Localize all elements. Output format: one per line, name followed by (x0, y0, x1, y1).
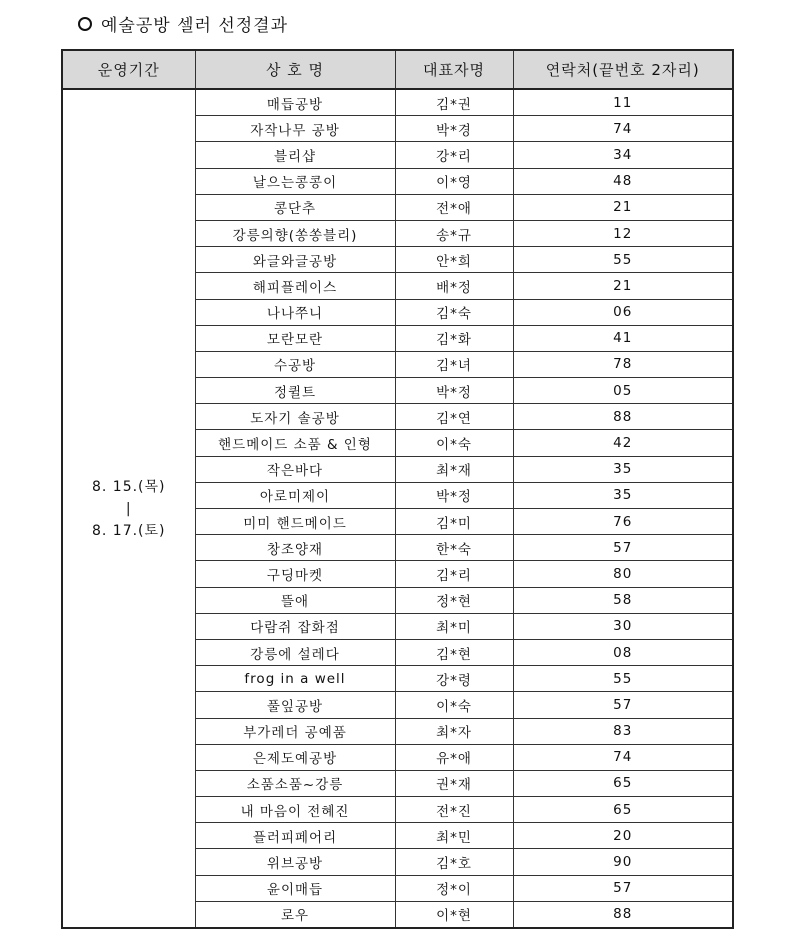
representative-cell: 이*숙 (395, 692, 513, 718)
shop-name-cell: 매듭공방 (195, 89, 395, 116)
table-row (62, 89, 733, 116)
contact-cell: 88 (513, 404, 733, 430)
header-contact: 연락처(끝번호 2자리) (513, 50, 733, 89)
representative-cell: 박*경 (395, 116, 513, 142)
shop-name-cell: 자작나무 공방 (195, 116, 395, 142)
shop-name-cell: 콩단추 (195, 194, 395, 220)
contact-cell: 08 (513, 639, 733, 665)
shop-name-cell: 와글와글공방 (195, 247, 395, 273)
representative-cell: 최*재 (395, 456, 513, 482)
shop-name-cell: 다람쥐 잡화점 (195, 613, 395, 639)
contact-cell: 58 (513, 587, 733, 613)
contact-cell: 21 (513, 273, 733, 299)
shop-name-cell: 내 마음이 전혜진 (195, 797, 395, 823)
shop-name-cell: 구딩마켓 (195, 561, 395, 587)
representative-cell: 최*미 (395, 613, 513, 639)
contact-cell: 55 (513, 247, 733, 273)
shop-name-cell: 로우 (195, 901, 395, 928)
contact-cell: 35 (513, 482, 733, 508)
contact-cell: 12 (513, 220, 733, 246)
contact-cell: 65 (513, 770, 733, 796)
shop-name-cell: 해피플레이스 (195, 273, 395, 299)
contact-cell: 90 (513, 849, 733, 875)
representative-cell: 전*진 (395, 797, 513, 823)
contact-cell: 21 (513, 194, 733, 220)
shop-name-cell: 플러피페어리 (195, 823, 395, 849)
shop-name-cell: 수공방 (195, 351, 395, 377)
contact-cell: 74 (513, 116, 733, 142)
period-separator: | (125, 500, 132, 517)
shop-name-cell: 정퀼트 (195, 378, 395, 404)
representative-cell: 박*정 (395, 378, 513, 404)
shop-name-cell: 풀잎공방 (195, 692, 395, 718)
header-period: 운영기간 (62, 50, 195, 89)
representative-cell: 전*애 (395, 194, 513, 220)
shop-name-cell: 작은바다 (195, 456, 395, 482)
contact-cell: 41 (513, 325, 733, 351)
representative-cell: 김*권 (395, 89, 513, 116)
representative-cell: 정*현 (395, 587, 513, 613)
representative-cell: 김*녀 (395, 351, 513, 377)
representative-cell: 유*애 (395, 744, 513, 770)
contact-cell: 57 (513, 535, 733, 561)
representative-cell: 정*이 (395, 875, 513, 901)
document-title (78, 11, 288, 36)
representative-cell: 안*희 (395, 247, 513, 273)
representative-cell: 김*호 (395, 849, 513, 875)
header-row (62, 50, 733, 89)
shop-name-cell: 소품소품~강릉 (195, 770, 395, 796)
table-body (62, 89, 733, 928)
representative-cell: 이*현 (395, 901, 513, 928)
header-representative: 대표자명 (395, 50, 513, 89)
representative-cell: 최*자 (395, 718, 513, 744)
contact-cell: 34 (513, 142, 733, 168)
shop-name-cell: 아로미제이 (195, 482, 395, 508)
contact-cell: 76 (513, 509, 733, 535)
shop-name-cell: 뜰애 (195, 587, 395, 613)
shop-name-cell: 미미 핸드메이드 (195, 509, 395, 535)
shop-name-cell: 위브공방 (195, 849, 395, 875)
contact-cell: 57 (513, 692, 733, 718)
shop-name-cell: frog in a well (195, 666, 395, 692)
contact-cell: 74 (513, 744, 733, 770)
circle-bullet-icon (78, 17, 92, 31)
representative-cell: 김*화 (395, 325, 513, 351)
representative-cell: 송*규 (395, 220, 513, 246)
representative-cell: 이*숙 (395, 430, 513, 456)
shop-name-cell: 도자기 솔공방 (195, 404, 395, 430)
representative-cell: 한*숙 (395, 535, 513, 561)
representative-cell: 박*정 (395, 482, 513, 508)
contact-cell: 83 (513, 718, 733, 744)
period-cell (62, 89, 195, 928)
seller-results-table (61, 49, 734, 929)
shop-name-cell: 블리샵 (195, 142, 395, 168)
period-end: 8. 17.(토) (91, 522, 166, 539)
contact-cell: 55 (513, 666, 733, 692)
contact-cell: 30 (513, 613, 733, 639)
header-shop-name: 상 호 명 (195, 50, 395, 89)
shop-name-cell: 윤이매듭 (195, 875, 395, 901)
contact-cell: 35 (513, 456, 733, 482)
title-text: 예술공방 셀러 선정결과 (101, 16, 289, 36)
shop-name-cell: 날으는콩콩이 (195, 168, 395, 194)
contact-cell: 48 (513, 168, 733, 194)
contact-cell: 80 (513, 561, 733, 587)
representative-cell: 권*재 (395, 770, 513, 796)
shop-name-cell: 강릉에 설레다 (195, 639, 395, 665)
representative-cell: 김*연 (395, 404, 513, 430)
representative-cell: 배*정 (395, 273, 513, 299)
period-start: 8. 15.(목) (91, 478, 166, 495)
contact-cell: 65 (513, 797, 733, 823)
representative-cell: 최*민 (395, 823, 513, 849)
shop-name-cell: 핸드메이드 소품 & 인형 (195, 430, 395, 456)
shop-name-cell: 부가레더 공예품 (195, 718, 395, 744)
contact-cell: 20 (513, 823, 733, 849)
contact-cell: 11 (513, 89, 733, 116)
contact-cell: 57 (513, 875, 733, 901)
contact-cell: 05 (513, 378, 733, 404)
shop-name-cell: 은제도예공방 (195, 744, 395, 770)
representative-cell: 김*숙 (395, 299, 513, 325)
contact-cell: 78 (513, 351, 733, 377)
representative-cell: 이*영 (395, 168, 513, 194)
representative-cell: 김*현 (395, 639, 513, 665)
contact-cell: 06 (513, 299, 733, 325)
shop-name-cell: 창조양재 (195, 535, 395, 561)
shop-name-cell: 모란모란 (195, 325, 395, 351)
contact-cell: 88 (513, 901, 733, 928)
representative-cell: 강*리 (395, 142, 513, 168)
shop-name-cell: 강릉의향(쏭쏭블리) (195, 220, 395, 246)
representative-cell: 김*리 (395, 561, 513, 587)
shop-name-cell: 나나쭈니 (195, 299, 395, 325)
representative-cell: 강*령 (395, 666, 513, 692)
representative-cell: 김*미 (395, 509, 513, 535)
contact-cell: 42 (513, 430, 733, 456)
